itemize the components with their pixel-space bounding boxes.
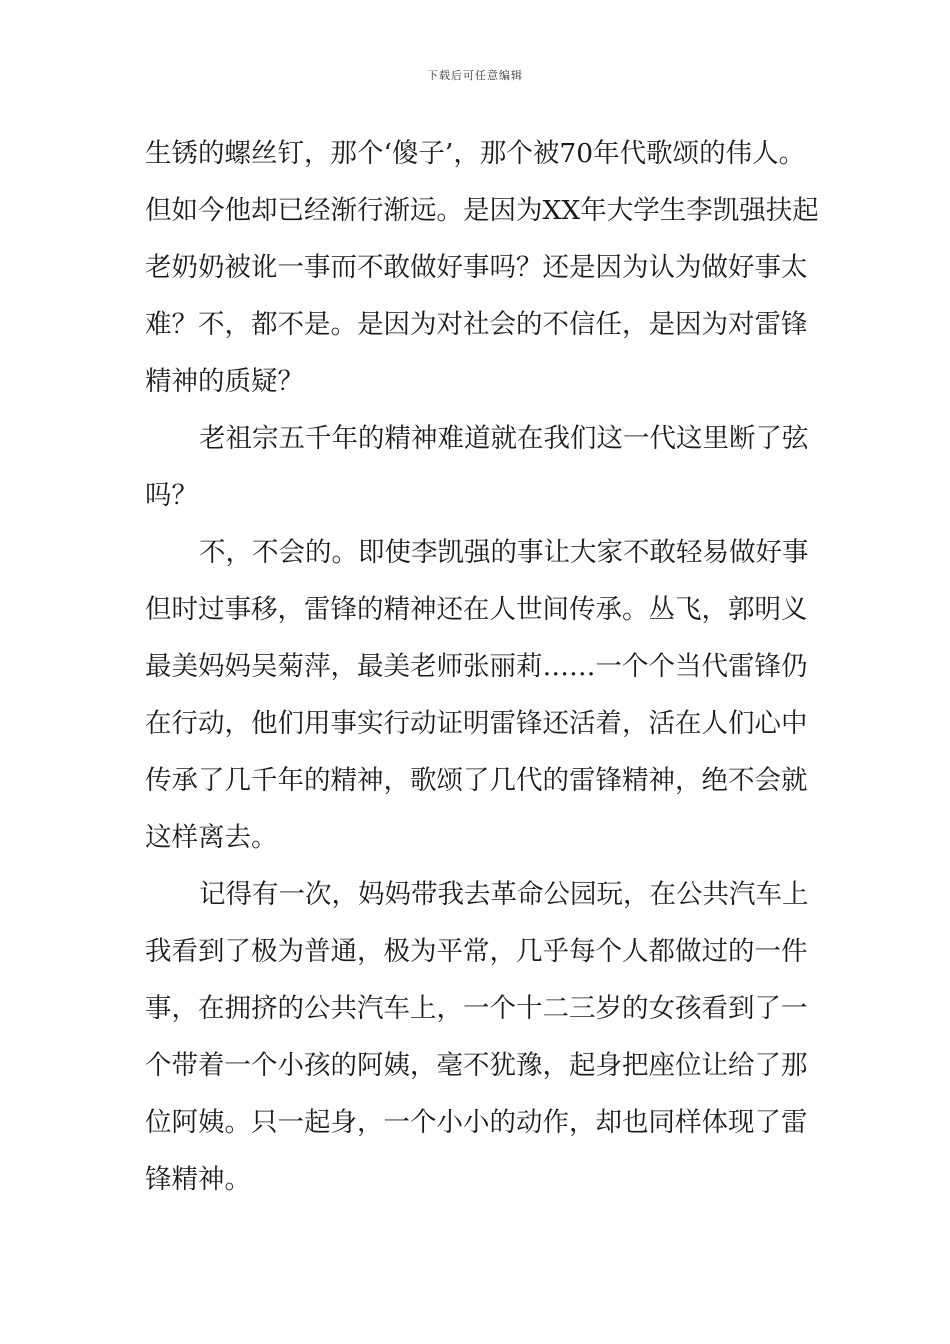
text-line: 精神的质疑？: [145, 366, 304, 397]
text-line: 记得有一次，妈妈带我去革命公园玩，在公共汽车上: [199, 879, 809, 910]
text-line: 锋精神。: [145, 1164, 251, 1195]
text-line: 难？不，都不是。是因为对社会的不信任，是因为对雷锋: [145, 309, 808, 340]
text-line: 在行动，他们用事实行动证明雷锋还活着，活在人们心中: [145, 708, 808, 739]
text-line: 个带着一个小孩的阿姨，毫不犹豫，起身把座位让给了那: [145, 1050, 808, 1081]
text-line: 生锈的螺丝钉，那个‘傻子’，那个被70年代歌颂的伟人。: [145, 138, 806, 169]
text-line: 事，在拥挤的公共汽车上，一个十二三岁的女孩看到了一: [145, 993, 808, 1024]
document-body: [145, 125, 819, 1208]
text-line: 位阿姨。只一起身，一个小小的动作，却也同样体现了雷: [145, 1107, 808, 1138]
text-line: 我看到了极为普通，极为平常，几乎每个人都做过的一件: [145, 936, 808, 967]
text-line: 但如今他却已经渐行渐远。是因为XX年大学生李凯强扶起: [145, 195, 819, 226]
paragraph: [145, 125, 819, 410]
paragraph: [145, 866, 815, 1208]
page-header: 下载后可任意编辑: [427, 69, 523, 82]
text-line: 最美妈妈吴菊萍，最美老师张丽莉……一个个当代雷锋仍: [145, 651, 808, 682]
paragraph: [145, 410, 815, 524]
text-line: 传承了几千年的精神，歌颂了几代的雷锋精神，绝不会就: [145, 765, 808, 796]
paragraph: [145, 524, 815, 866]
text-line: 这样离去。: [145, 822, 278, 853]
text-line: 不，不会的。即使李凯强的事让大家不敢轻易做好事: [199, 537, 809, 568]
text-line: 吗？: [145, 480, 198, 511]
text-line: 但时过事移，雷锋的精神还在人世间传承。丛飞，郭明义: [145, 594, 808, 625]
text-line: 老祖宗五千年的精神难道就在我们这一代这里断了弦: [199, 423, 809, 454]
text-line: 老奶奶被讹一事而不敢做好事吗？还是因为认为做好事太: [145, 252, 808, 283]
